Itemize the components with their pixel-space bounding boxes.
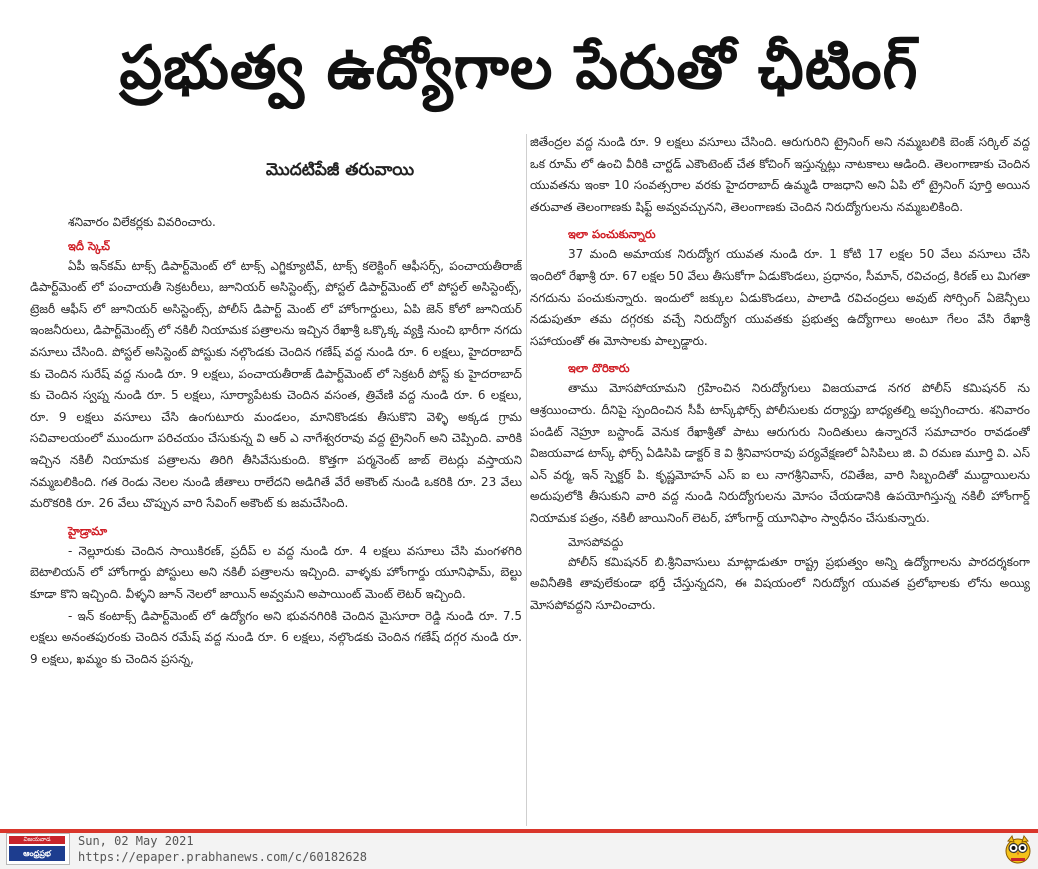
article-paragraph: తాము మోసపోయామని గ్రహించిన నిరుద్యోగులు విజయవాడ నగర పోలీస్ కమిషనర్ ను ఆశ్రయించారు. దీనిపై స్పందించిన సీపీ టాస్క్‌ఫోర్స్ పోలీసులకు దర్యాప్తు బాధ్యతల్ని అప్పగించారు. శనివారం పండిట్ నెహ్రూ బస్టాండ్ వెనుక రేఖాశ్రీతో పాటు ఆరుగురు నిందితులు ఉన్నారనే సమాచారం రావడంతో విజయవాడ టాస్క్ ఫోర్స్ ఏడిసిపి డాక్టర్ కె వి శ్రీనివాసరావు పర్యవేక్షణలో ఏసిపిలు జి. వి రమణ మూర్తి వి. ఎస్ ఎన్ వర్మ, ఇన్ స్పెక్టర్ పి. కృష్ణమోహన్ ఎస్ ఐ లు నాగశ్రీనివాస్, రవితేజ, వారి సిబ్బందితో ముద్దాయిలను అదుపులోకి తీసుకుని వారి వద్ద నుండి నిరుద్యోగులను మోసం చేయడానికి ఉపయోగిస్తున్న నకిలీ హోంగార్డ్ నియామక పత్రం, నకిలీ జాయినింగ్ లెటర్, హోంగార్డ్ యూనిఫాం స్వాధీనం చేసుకున్నారు. xyxy=(530,381,1030,525)
logo-edition: విజయవాడ xyxy=(9,836,65,844)
article-paragraph: పోలీస్ కమిషనర్ బి.శ్రీనివాసులు మాట్లాడుతూ రాష్ట్ర ప్రభుత్వం అన్ని ఉద్యోగాలను పారదర్శకంగా అవినీతికి తావులేకుండా భర్తీ చేస్తున్నదని, ఈ విషయంలో నిరుద్యోగ యువత ప్రలోభాలకు లోను అయ్యి మోసపోవద్దని సూచించారు. xyxy=(530,554,1030,612)
article-paragraph: - ఇన్ కంటాక్స్ డిపార్ట్‌మెంట్ లో ఉద్యోగం అని భువనగిరికి చెందిన మైసూరా రెడ్డి నుండి రూ. 7.5 లక్షలు అనంతపురంకు చెందిన రమేష్ వద్ద నుండి రూ. 6 లక్షలు, నల్గొండకు చెందిన గణేష్ దగ్గర నుండి రూ. 9 లక్షలు, ఖమ్మం కు చెందిన ప్రసన్న, xyxy=(30,608,522,666)
article-paragraph: జితేంద్రల వద్ద నుండి రూ. 9 లక్షలు వసూలు చేసింది. ఆరుగురిని ట్రైనింగ్ అని నమ్మబలికి బెంజ్ సర్కిల్ వద్ద ఒక రూమ్ లో ఉంచి వీరికి చార్టడ్ ఎకౌంటెంట్ చేత కోచింగ్ ఇస్తున్నట్లు నాటకాలు ఆడింది. తెలంగాణాకు చెందిన యువతను ఇంకా 10 సంవత్సరాల వరకు హైదరాబాద్ ఉమ్మడి రాజధాని అని ఏపి లో ట్రైనింగ్ పూర్తి అయిన తరువాత తెలంగాణకు షిఫ్ట్ అవ్వవచ్చునని, తెలంగాణకు చెందిన నిరుద్యోగులను నమ్మబలికింది. xyxy=(530,135,1030,214)
subheading-hydrama: హైడ్రామా xyxy=(68,523,108,538)
article-paragraph: ఏపీ ఇన్‌కమ్ టాక్స్ డిపార్ట్‌మెంట్ లో టాక్స్ ఎగ్జిక్యూటివ్, టాక్స్ కలెక్టింగ్ ఆఫీసర్స్, పంచాయతీరాజ్ డిపార్ట్‌మెంట్ లో పంచాయతీ సెక్రటరీలు, జూనియర్ అసిస్టెంట్స్, పోస్టల్ డిపార్ట్‌మెంట్ లో పోస్టల్ అసిస్టెంట్స్, ట్రెజరీ ఆఫీస్ లో జూనియర్ అసిస్టెంట్స్, పోలీస్ డిపార్ట్ మెంట్ లో హోంగార్డులు, ఏపి జెన్ కోలో జూనియర్ ఇంజనీరులు, డిపార్ట్‌మెంట్స్ లో నకిలీ నియామక పత్రాలను ఇచ్చిన రేఖాశ్రీ ఒక్కొక్క వ్యక్తి నుంచి భారీగా నగదు వసూలు చేసింది. పోస్టల్ అసిస్టెంట్ పోస్టుకు నల్గొండకు చెందిన గణేష్ వద్ద నుండి రూ. 6 లక్షలు, హైదరాబాద్ కు చెందిన సురేష్ వద్ద నుండి రూ. 9 లక్షలు, పంచాయతీరాజ్ డిపార్ట్‌మెంట్ లో సెక్రటరీ పోస్ట్ కు హైదరాబాద్ కు చెందిన స్వప్న నుండి రూ. 5 లక్షలు, సూర్యాపేటకు చెందిన వసంత, త్రివేణి వద్ద నుండి రూ. 6 లక్షలు, రూ. 9 లక్షలు వసూలు చేసి ఉంగుటూరు మండలం, మానికొండకు తీసుకొని వెళ్ళి అక్కడ గ్రామ సచివాలయంలో ముందుగా పరిచయం చేసుకున్న వి ఆర్ ఎ నాగేశ్వరరావు వద్ద ట్రైనింగ్ అని చెప్పింది. వారికి ఇచ్చిన నకిలీ నియామక పత్రాలను తిరిగి తీసివేసుకుంది. కొత్తగా పర్మనెంట్ జాబ్ లెటర్లు వస్తాయని నమ్మబలికింది. గత రెండు నెలల నుండి జీతాలు రాలేదని అడిగితే వేరే అకౌంట్ నుండి ఒకరికి రూ. 23 వేలు మరొకరికి రూ. 26 వేలు చొప్పున వారి సేవింగ్ అకౌంట్ కు జమచేసింది. xyxy=(30,258,522,511)
byline: మొదటిపేజీ తరువాయి xyxy=(265,160,415,180)
intro-paragraph: శనివారం విలేకర్లకు వివరించారు. xyxy=(68,215,216,229)
article-column-left xyxy=(30,212,522,828)
article-paragraph: 37 మంది అమాయక నిరుద్యోగ యువత నుండి రూ. 1 కోటి 17 లక్షల 50 వేలు వసూలు చేసి ఇందిలో రేఖాశ్రీ రూ. 67 లక్షల 50 వేలు తీసుకోగా ఏడుకొండలు, ప్రధానం, సీమాన్, రవిచంద్ర, కిరణ్ లు మిగతా నగదును పంచుకున్నారు. ఇందులో జక్కుల ఏడుకొండలు, పాలాడి రవిచంద్రలు అవుట్ సోర్సింగ్ ఏజెన్సీలు నడుపుతూ తమ దగ్గరకు వచ్చే నిరుద్యోగ యువతకు ప్రభుత్వ ఉద్యోగాలు అంటూ గేలం వేసి రేఖాశ్రీ సహాయంతో ఈ మోసాలకు పాల్పడ్డారు. xyxy=(530,247,1030,348)
headline: ప్రభుత్వ ఉద్యోగాల పేరుతో ఛీటింగ్ xyxy=(119,33,919,103)
footer-red-stripe xyxy=(0,829,1038,833)
subheading-sketch: ఇదీ స్కెచ్ xyxy=(68,238,111,253)
newspaper-logo[interactable] xyxy=(6,833,70,865)
footer-date: Sun, 02 May 2021 xyxy=(78,834,194,848)
article-column-right xyxy=(530,132,1030,828)
logo-masthead: ఆంధ్రప్రభ xyxy=(9,846,65,861)
subheading-shared: ఇలా పంచుకున్నారు xyxy=(568,227,656,242)
article-paragraph: - నెల్లూరుకు చెందిన సాయికిరణ్, ప్రదీప్ ల వద్ద నుండి రూ. 4 లక్షలు వసూలు చేసి మంగళగిరి బెటాలియన్ లో హోంగార్డు పోస్టులు అని నకిలీ పత్రాలను ఇచ్చింది. వాళ్ళకు హోంగార్డు యూనిఫామ్, బెల్టు కూడా కొని ఇచ్చింది. వీళ్ళని జూన్ నెలలో జాయిన్ అవ్వమని అపాయింట్ మెంట్ లెటర్ ఇచ్చింది. xyxy=(30,543,522,601)
column-divider xyxy=(526,134,527,826)
footer-url-link[interactable]: https://epaper.prabhanews.com/c/60182628 xyxy=(78,850,367,864)
subheading-caught: ఇలా దొరికారు xyxy=(568,361,630,376)
owl-icon[interactable] xyxy=(1004,834,1032,864)
subheading-dont-be-cheated: మోసపోవద్దు xyxy=(568,534,624,549)
